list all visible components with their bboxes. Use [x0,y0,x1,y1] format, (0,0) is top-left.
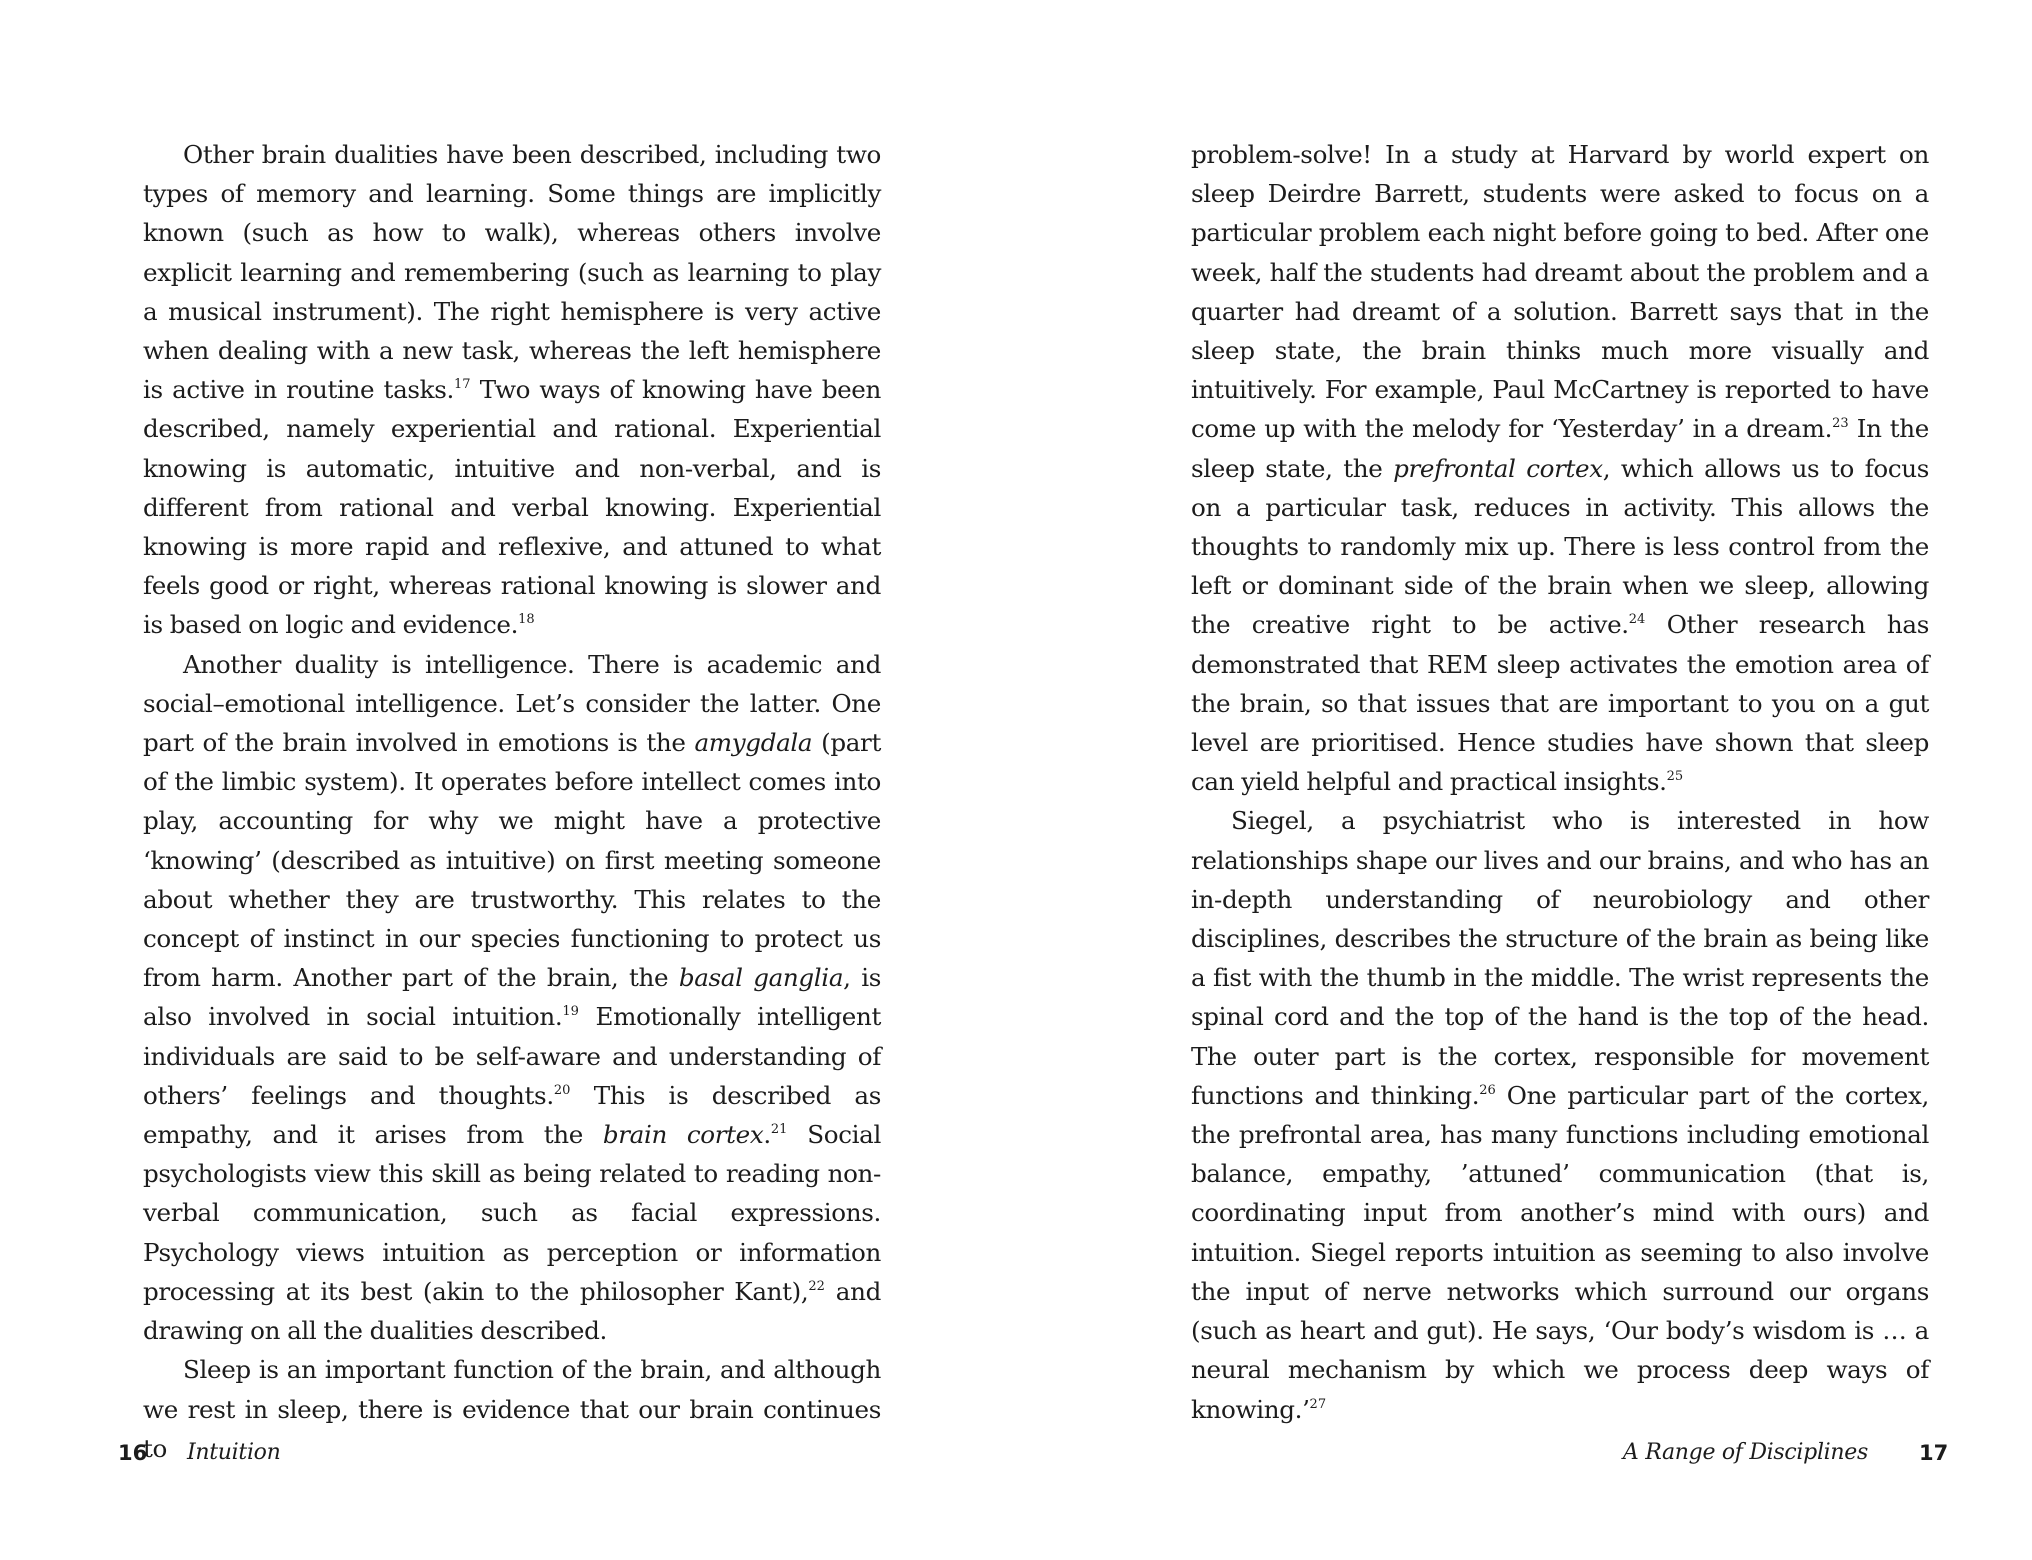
running-head: A Range of Disciplines [1622,1440,1868,1465]
text-run: Other research has demonstrated that REM sleep activates the emotion area of the brain, so that issues that are important to you on a gut level are prioritised. Hence studies have shown that sleep can yield helpful and practical insights. [1191,610,1929,797]
page-number: 17 [1919,1441,1949,1465]
italic-term: prefrontal cortex [1393,453,1603,483]
text-run: In the sleep state, the [1191,414,1929,483]
right-page [1016,0,2032,1560]
text-run: , which allows us to focus on a particular task, reduces in activity. This allows the thoughts to randomly mix up. There is less control from the left or dominant side of the brain when we sleep, allowing the creative right to be active. [1191,453,1930,640]
footnote-marker: 19 [562,1004,579,1020]
footnote-marker: 27 [1309,1396,1327,1412]
right-page-body [1191,135,1929,1429]
text-run: Another duality is intelligence. There is academic and social–emotional intelligence. Let’s consider the latter. One part of the brain involved in emotions is the [143,649,881,758]
footnote-marker: 21 [770,1122,788,1138]
footnote-marker: 20 [553,1082,571,1098]
left-page-body [143,135,881,1468]
italic-term: basal ganglia [678,963,844,993]
text-run: Siegel, a psychiatrist who is interested in how relationships shape our lives and our brains, and who has an in-depth understanding of neurobiology and other disciplines, describes the structure of the brain as being like a fist with the thumb in the middle. The wrist represents the spinal cord and the top of the hand is the top of the head. The outer part is the cortex, responsible for movement functions and thinking. [1191,806,1929,1110]
footnote-marker: 18 [518,612,535,628]
text-run: This is described as empathy, and it arises from the [143,1080,882,1150]
paragraph [1191,801,1929,1428]
text-run: problem-solve! In a study at Harvard by world expert on sleep Deirdre Barrett, students were asked to focus on a particular problem each night before going to bed. After one week, half the students had dreamt about the problem and a quarter had dreamt of a solution. Barrett says that in the sleep state, the brain thinks much more visually and intuitively. For example, Paul McCartney is reported to have come up with the melody for ‘Yesterday’ in a dream. [1191,140,1929,444]
footnote-marker: 26 [1479,1082,1496,1098]
footnote-marker: 17 [453,377,471,393]
text-run: and drawing on all the dualities described. [143,1276,881,1346]
italic-term: amygdala [694,728,813,758]
text-run: Sleep is an important function of the brain, and although we rest in sleep, there is evidence that our brain continues to [143,1355,881,1463]
text-run: (part of the limbic system). It operates before intellect comes into play, accounting for why we might have a protective ‘knowing’ (described as intuitive) on first meeting someone about whether they are trustworthy. This relates to the concept of instinct in our species functioning to protect us from harm. Another part of the brain, the [143,728,881,993]
running-head: Intuition [187,1440,281,1465]
paragraph [143,135,881,645]
page-number: 16 [118,1441,148,1465]
text-run: One particular part of the cortex, the prefrontal area, has many functions including emotional balance, empathy, ’attuned’ communication (that is, coordinating input from another’s mind with ours) and intuition. Siegel reports intuition as seeming to also involve the input of nerve networks which surround our organs (such as heart and gut). He says, ‘Our body’s wisdom is … a neural mechanism by which we process deep ways of knowing.’ [1191,1080,1930,1424]
text-run: . [763,1120,771,1150]
footnote-marker: 23 [1832,416,1849,432]
text-run: Two ways of knowing have been described, namely experiential and rational. Experiential knowing is automatic, intuitive and non-verbal, and is different from rational and verbal knowing. Experiential knowing is more rapid and reflexive, and attuned to what feels good or right, whereas rational knowing is slower and is based on logic and evidence. [143,375,881,640]
text-run: Other brain dualities have been described, including two types of memory and learning. Some things are implicitly known (such as how to walk), whereas others involve explicit learning and remembering (such as learning to play a musical instrument). The right hemisphere is very active when dealing with a new task, whereas the left hemisphere is active in routine tasks. [143,140,881,405]
paragraph [143,645,881,1351]
footnote-marker: 25 [1666,769,1684,785]
footnote-marker: 24 [1628,612,1646,628]
text-run: Emotionally intelligent individuals are said to be self-aware and understanding of others’ feelings and thoughts. [143,1002,881,1110]
footnote-marker: 22 [808,1278,825,1294]
paragraph [1191,135,1929,801]
text-run: , is also involved in social intuition. [143,963,881,1032]
italic-term: brain cortex [602,1120,764,1150]
text-run: Social psychologists view this skill as being related to reading non-verbal communication, such as facial expressions. Psychology views intuition as perception or information processing at its best (akin to the philosopher Kant), [143,1120,881,1306]
